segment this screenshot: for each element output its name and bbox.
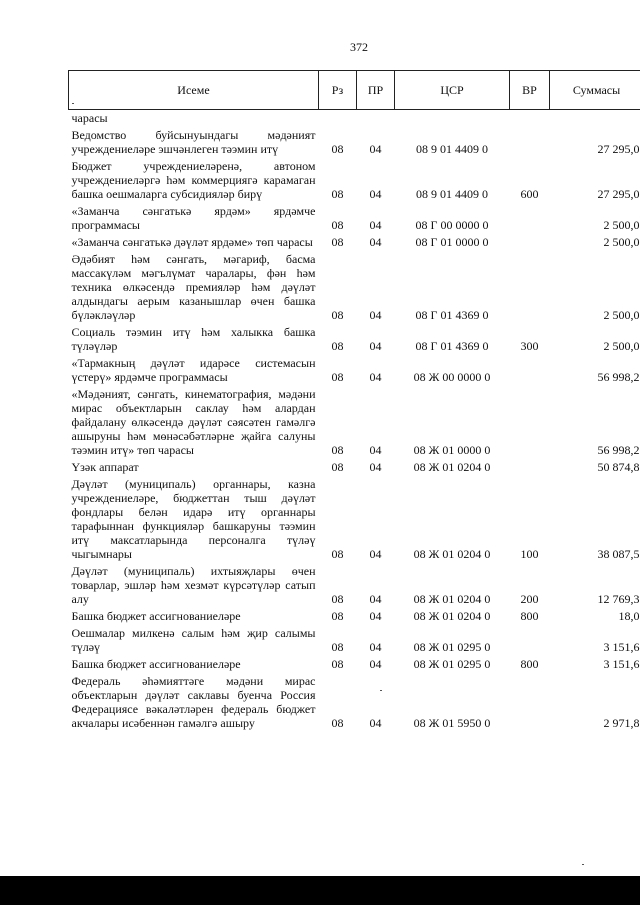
scan-speck <box>380 690 382 691</box>
row-vr: 200 <box>520 591 539 606</box>
row-sum: 56 998,2 <box>597 442 640 457</box>
table-row <box>69 204 640 235</box>
table-row <box>69 325 640 356</box>
row-name: Оешмалар милкенә салым һәм җир салымы түләү <box>71 625 316 654</box>
row-pr: 04 <box>369 591 382 606</box>
row-vr: 800 <box>520 608 539 623</box>
row-pr: 04 <box>369 338 382 353</box>
table-row <box>69 159 640 204</box>
row-name: Үзәк аппарат <box>71 459 139 474</box>
row-pr: 04 <box>369 546 382 561</box>
row-rz: 08 <box>331 608 344 623</box>
row-name: Бюджет учреждениеләренә, автоном учреждениеләргә һәм коммерциягә карамаган башка оешмаларга субсидияләр бирү <box>71 158 316 201</box>
row-sum: 3 151,6 <box>603 656 640 671</box>
page-number: 372 <box>350 40 368 54</box>
row-rz: 08 <box>331 591 344 606</box>
row-vr <box>510 110 550 128</box>
table-row <box>69 564 640 609</box>
row-sum <box>550 110 640 128</box>
row-rz: 08 <box>331 307 344 322</box>
header-sum: Суммасы <box>550 71 640 110</box>
row-rz: 08 <box>331 338 344 353</box>
row-pr: 04 <box>369 186 382 201</box>
row-pr: 04 <box>369 234 382 249</box>
row-name: «Заманча сәнгатькә дәүләт ярдәме» төп чарасы <box>71 234 313 249</box>
row-pr: 04 <box>369 459 382 474</box>
row-sum: 2 500,0 <box>603 338 640 353</box>
row-vr: 300 <box>520 338 539 353</box>
budget-table <box>68 70 640 733</box>
row-rz: 08 <box>331 234 344 249</box>
header-vr: ВР <box>510 71 550 110</box>
row-rz <box>319 110 357 128</box>
row-sum: 2 500,0 <box>603 307 640 322</box>
row-vr <box>510 235 550 252</box>
row-pr: 04 <box>369 307 382 322</box>
row-csr: 08 Ж 00 0000 0 <box>413 369 491 384</box>
row-sum: 27 295,0 <box>597 141 640 156</box>
row-csr: 08 Ж 01 5950 0 <box>413 715 491 730</box>
table-row <box>69 674 640 733</box>
row-rz: 08 <box>331 141 344 156</box>
row-pr: 04 <box>369 715 382 730</box>
row-vr <box>510 460 550 477</box>
row-rz: 08 <box>331 639 344 654</box>
row-pr: 04 <box>369 442 382 457</box>
scan-speck <box>72 103 74 104</box>
scan-speck <box>582 864 584 865</box>
row-name: Әдәбият һәм сәнгать, мәгариф, басма массакүләм мәгълүмат чаралары, фән һәм техника өлкәсендә премияләр һәм дәүләт алдындагы аерым казанышлар өчен башка бүләкләүләр <box>71 251 316 322</box>
row-sum: 2 500,0 <box>603 217 640 232</box>
table-row <box>69 128 640 159</box>
row-vr <box>510 387 550 460</box>
row-rz: 08 <box>331 656 344 671</box>
row-csr: 08 9 01 4409 0 <box>416 141 488 156</box>
row-csr: 08 Г 01 4369 0 <box>415 338 489 353</box>
row-sum: 18,0 <box>618 608 640 623</box>
table-row <box>69 477 640 564</box>
header-rz: Рз <box>319 71 357 110</box>
table-row <box>69 609 640 626</box>
row-csr: 08 Г 01 4369 0 <box>415 307 489 322</box>
row-name: Федераль әһәмияттәге мәдәни мирас объектларын дәүләт саклавы буенча Россия Федерациясе вәкаләтләрен федераль бюджет акчалары исәбеннән гамәлгә ашыру <box>71 673 316 730</box>
row-name: Башка бюджет ассигнованиеләре <box>71 656 241 671</box>
table-row <box>69 235 640 252</box>
row-vr: 800 <box>520 656 539 671</box>
table-row <box>69 460 640 477</box>
table-row <box>69 387 640 460</box>
row-csr: 08 9 01 4409 0 <box>416 186 488 201</box>
row-pr: 04 <box>369 639 382 654</box>
row-csr: 08 Ж 01 0204 0 <box>413 591 491 606</box>
header-name: Исеме <box>69 71 319 110</box>
row-vr: 100 <box>520 546 539 561</box>
table-row <box>69 110 640 128</box>
row-csr: 08 Ж 01 0295 0 <box>413 656 491 671</box>
row-sum: 50 874,8 <box>597 459 640 474</box>
row-rz: 08 <box>331 369 344 384</box>
row-rz: 08 <box>331 546 344 561</box>
table-row <box>69 657 640 674</box>
row-rz: 08 <box>331 186 344 201</box>
row-pr: 04 <box>369 608 382 623</box>
row-pr: 04 <box>369 141 382 156</box>
row-sum: 12 769,3 <box>597 591 640 606</box>
row-sum: 3 151,6 <box>603 639 640 654</box>
row-csr <box>395 110 510 128</box>
row-sum: 56 998,2 <box>597 369 640 384</box>
table-row <box>69 356 640 387</box>
row-pr: 04 <box>369 656 382 671</box>
row-vr <box>510 674 550 733</box>
row-csr: 08 Ж 01 0204 0 <box>413 608 491 623</box>
row-sum: 2 971,8 <box>603 715 640 730</box>
row-name: чарасы <box>71 110 108 125</box>
row-name: «Тармакның дәүләт идарәсе системасын үстерү» ярдәмче программасы <box>71 355 316 384</box>
table-body <box>69 110 640 733</box>
table-row <box>69 626 640 657</box>
row-sum: 27 295,0 <box>597 186 640 201</box>
row-csr: 08 Г 01 0000 0 <box>415 234 489 249</box>
row-sum: 2 500,0 <box>603 234 640 249</box>
row-vr <box>510 128 550 159</box>
row-vr <box>510 356 550 387</box>
header-csr: ЦСР <box>395 71 510 110</box>
row-csr: 08 Г 00 0000 0 <box>415 217 489 232</box>
row-name: Социаль тәэмин итү һәм халыкка башка түләүләр <box>71 324 316 353</box>
table-header <box>69 71 640 110</box>
row-name: «Заманча сәнгатькә ярдәм» ярдәмче программасы <box>71 203 316 232</box>
table-row <box>69 252 640 325</box>
row-pr: 04 <box>369 369 382 384</box>
row-csr: 08 Ж 01 0204 0 <box>413 459 491 474</box>
row-rz: 08 <box>331 442 344 457</box>
row-pr: 04 <box>369 217 382 232</box>
row-csr: 08 Ж 01 0295 0 <box>413 639 491 654</box>
row-rz: 08 <box>331 217 344 232</box>
row-pr <box>357 110 395 128</box>
row-name: Ведомство буйсынуындагы мәдәният учреждениеләре эшчәнлеген тәэмин итү <box>71 127 316 156</box>
row-name: Дәүләт (муниципаль) ихтыяҗлары өчен товарлар, эшләр һәм хезмәт күрсәтүләр сатып алу <box>71 563 316 606</box>
row-name: Башка бюджет ассигнованиеләре <box>71 608 241 623</box>
row-name: «Мәдәният, сәнгать, кинематография, мәдәни мирас объектларын саклау һәм алардан файдалану өлкәсендә дәүләт сәясәтен гамәлгә ашыруны һәм мөнәсәбәтләрне җайга салуны тәэмин итү» төп чарасы <box>71 386 316 457</box>
row-vr <box>510 252 550 325</box>
header-pr: ПР <box>357 71 395 110</box>
row-csr: 08 Ж 01 0204 0 <box>413 546 491 561</box>
row-name: Дәүләт (муниципаль) органнары, казна учреждениеләре, бюджеттан тыш дәүләт фондлары белән идарә итү органнары тарафыннан функцияләр башкаруны тәэмин итү максатларында персоналга түләү чыгымнары <box>71 476 316 561</box>
row-csr: 08 Ж 01 0000 0 <box>413 442 491 457</box>
row-rz: 08 <box>331 459 344 474</box>
row-vr <box>510 626 550 657</box>
row-vr: 600 <box>520 186 539 201</box>
row-sum: 38 087,5 <box>597 546 640 561</box>
row-rz: 08 <box>331 715 344 730</box>
row-vr <box>510 204 550 235</box>
